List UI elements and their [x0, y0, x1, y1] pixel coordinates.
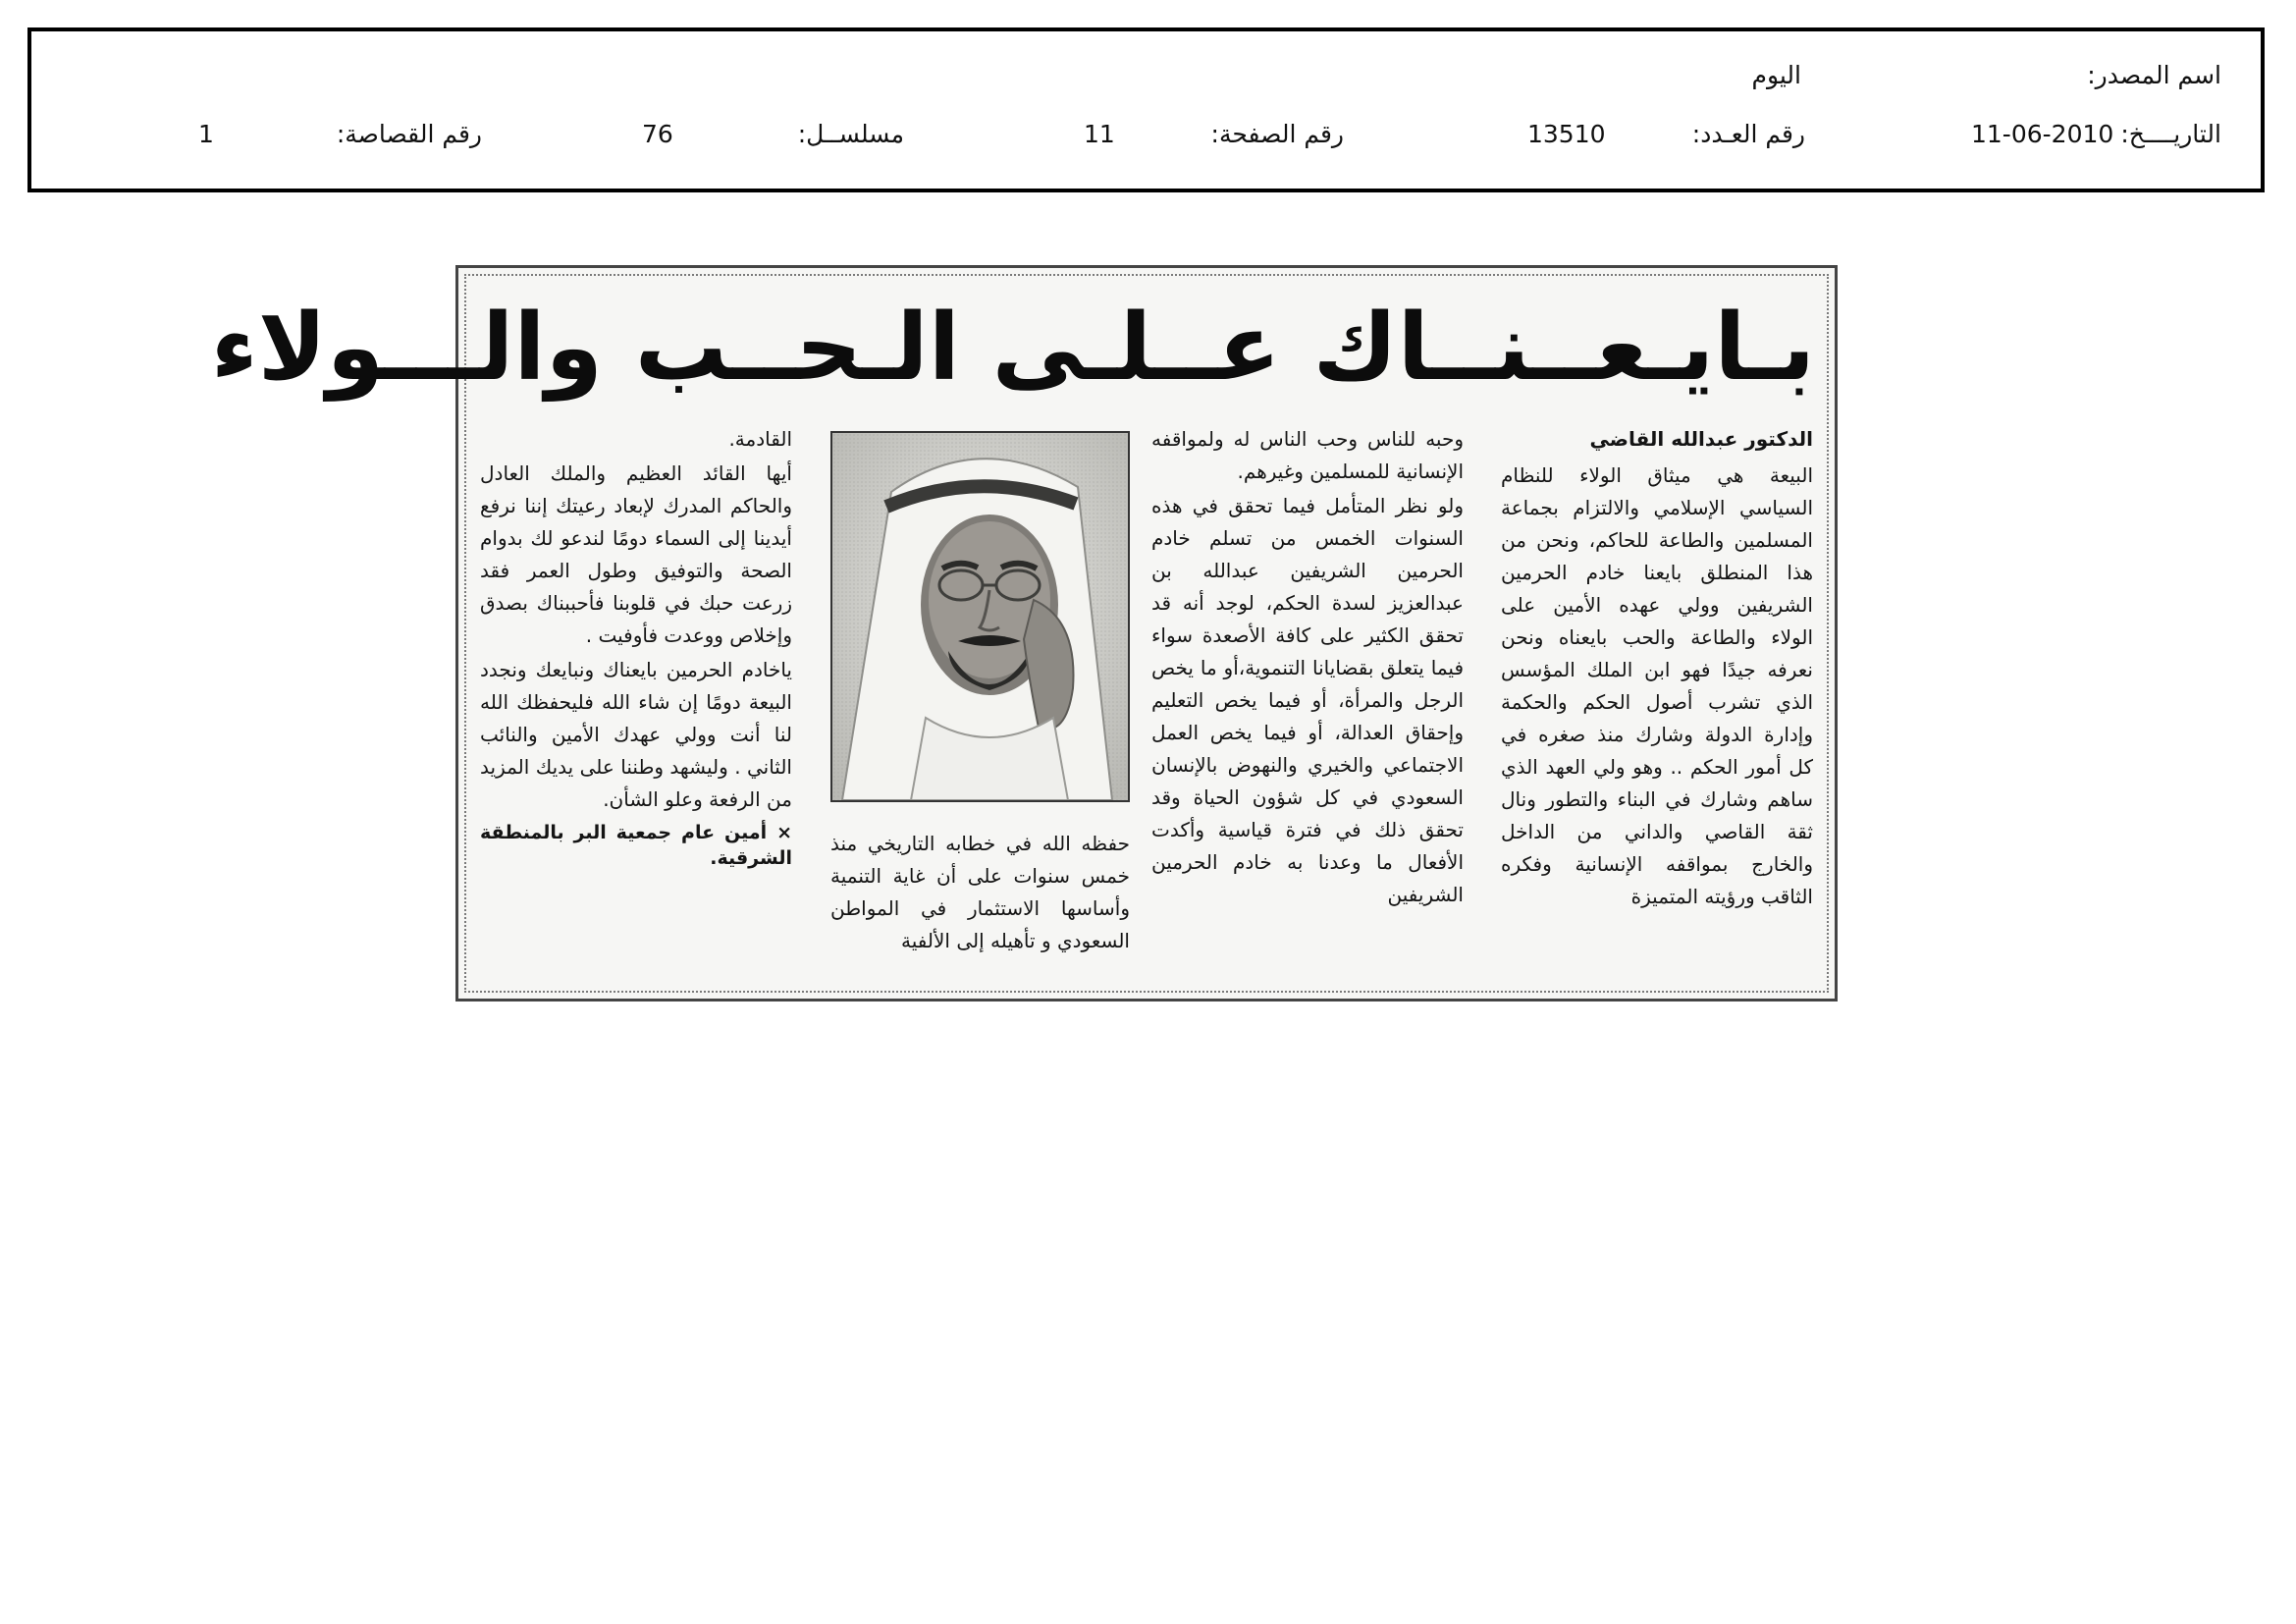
- author-photo: [830, 431, 1130, 802]
- page-number-label: رقم الصفحة:: [1210, 120, 1344, 148]
- source-value: اليوم: [1751, 61, 1801, 89]
- article-byline: الدكتور عبدالله القاضي: [1589, 427, 1813, 451]
- serial-value: 76: [642, 120, 673, 148]
- caption-text: حفظه الله في خطابه التاريخي منذ خمس سنوات على أن غاية التنمية وأساسها الاستثمار في المواطن السعودي و تأهيله إلى الألفية: [830, 832, 1130, 952]
- page-number-value: 11: [1084, 120, 1115, 148]
- date-value: 11-06-2010: [1971, 120, 2114, 148]
- article-paragraph: وحبه للناس وحب الناس له ولمواقفه الإنسانية للمسلمين وغيرهم.: [1151, 427, 1464, 483]
- issue-label: رقم العـدد:: [1691, 120, 1805, 148]
- clipping-metadata-box: [27, 27, 2265, 192]
- article-headline: بـايـعــنــاك عــلـى الـحــب والـــولاء: [210, 295, 1815, 402]
- clip-number-label: رقم القصاصة:: [336, 120, 482, 148]
- issue-value: 13510: [1527, 120, 1606, 148]
- article-column-4: [480, 423, 792, 988]
- serial-label: مسلســل:: [797, 120, 904, 148]
- author-footnote: × أمين عام جمعية البر بالمنطقة الشرقية.: [480, 822, 792, 869]
- article-paragraph: القادمة.: [728, 427, 792, 451]
- article-paragraph: أيها القائد العظيم والملك العادل والحاكم المدرك لإبعاد رعيتك إننا نرفع أيدينا إلى السماء دومًا لندعو لك بدوام الصحة والتوفيق وطول العمر فقد زرعت حبك في قلوبنا فأحببناك بصدق وإخلاص ووعدت فأوفيت .: [480, 461, 792, 647]
- clip-number-value: 1: [198, 120, 214, 148]
- article-column-2: [1151, 423, 1464, 988]
- photo-caption: [830, 828, 1130, 957]
- article-paragraph: البيعة هي ميثاق الولاء للنظام السياسي الإسلامي والالتزام بجماعة المسلمين والطاعة للحاكم، ونحن من هذا المنطلق بايعنا خادم الحرمين الشريفين وولي عهده الأمين على الولاء والطاعة والحب بايعناه ونحن نعرفه جيدًا فهو ابن الملك المؤسس الذي تشرب أصول الحكم والحكمة وإدارة الدولة وشارك منذ صغره في كل أمور الحكم .. وهو ولي العهد الذي ساهم وشارك في البناء والتطور ونال ثقة القاصي والداني من الداخل والخارج بمواقفه الإنسانية وفكره الثاقب ورؤيته المتميزة: [1501, 463, 1813, 908]
- article-paragraph: ياخادم الحرمين بايعناك ونبايعك ونجدد البيعة دومًا إن شاء الله فليحفظك الله لنا أنت وولي عهدك الأمين والنائب الثاني . وليشهد وطننا على يديك المزيد من الرفعة وعلو الشأن.: [480, 658, 792, 811]
- date-label: التاريــــخ:: [2120, 120, 2221, 148]
- article-column-3: [824, 421, 1130, 1002]
- source-label: اسم المصدر:: [2087, 61, 2221, 89]
- article-column-1: [1501, 423, 1813, 915]
- article-paragraph: ولو نظر المتأمل فيما تحقق في هذه السنوات الخمس من تسلم خادم الحرمين الشريفين عبدالله بن عبدالعزيز لسدة الحكم، لوجد أنه قد تحقق الكثير على كافة الأصعدة سواء فيما يتعلق بقضايانا التنموية،أو ما يخص الرجل والمرأة، أو فيما يخص التعليم وإحقاق العدالة، أو فيما يخص العمل الاجتماعي والخيري والنهوض بالإنسان السعودي في كل شؤون الحياة وقد تحقق ذلك في فترة قياسية وأكدت الأفعال ما وعدنا به خادم الحرمين الشريفين: [1151, 494, 1464, 906]
- newspaper-clipping: [210, 265, 1838, 1001]
